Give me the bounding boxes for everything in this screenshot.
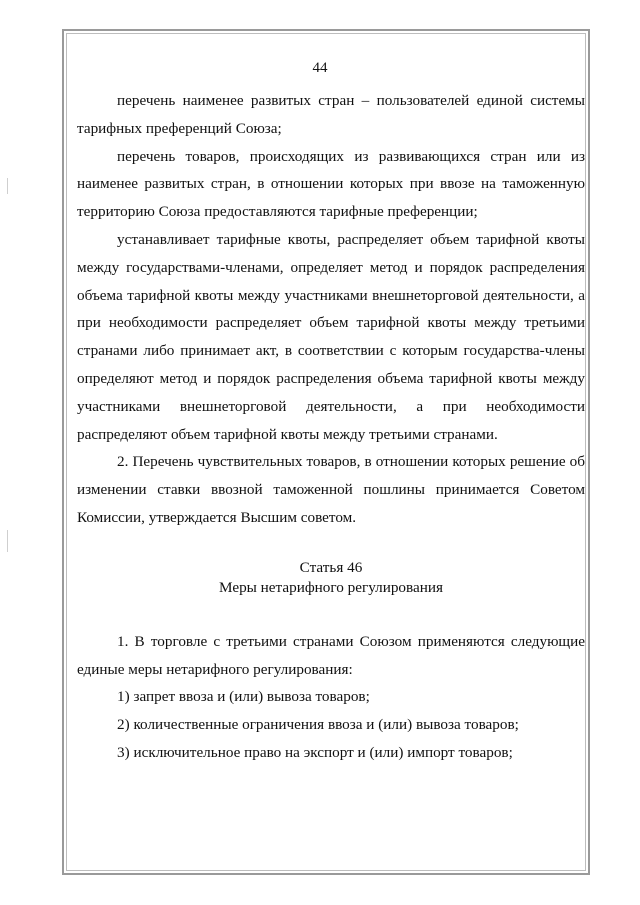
list-item: 2) количественные ограничения ввоза и (или) вывоза товаров; bbox=[117, 716, 519, 734]
article-number: Статья 46 bbox=[299, 558, 363, 576]
document-body bbox=[77, 87, 585, 767]
scan-margin-mark-top bbox=[7, 178, 8, 194]
paragraph: перечень товаров, происходящих из развивающихся стран или из наименее развитых стран, в отношении которых при ввозе на таможенную территорию Союза предоставляются тарифные преференции; bbox=[77, 147, 585, 221]
page-number: 44 bbox=[312, 60, 328, 76]
paragraph: перечень наименее развитых стран – пользователей единой системы тарифных преференций Союза; bbox=[77, 92, 585, 137]
list-item: 3) исключительное право на экспорт и (или) импорт товаров; bbox=[117, 743, 513, 761]
paragraph: устанавливает тарифные квоты, распределяет объем тарифной квоты между государствами-членами, определяет метод и порядок распределения объема тарифной квоты между участниками внешнеторговой деятельности, а при необходимости распределяет объем тарифной квоты между третьими странами либо принимает акт, в соответствии с которым государства-члены определяют метод и порядок распределения объема тарифной квоты между участниками внешнеторговой деятельности, а при необходимости распределяют объем тарифной квоты между третьими странами. bbox=[77, 230, 585, 443]
paragraph: 1. В торговле с третьими странами Союзом применяются следующие единые меры нетарифного регулирования: bbox=[77, 632, 585, 678]
list-item: 1) запрет ввоза и (или) вывоза товаров; bbox=[117, 688, 370, 706]
scan-margin-mark-bottom bbox=[7, 530, 8, 552]
paragraph: 2. Перечень чувствительных товаров, в отношении которых решение об изменении ставки ввозной таможенной пошлины принимается Советом Комиссии, утверждается Высшим советом. bbox=[77, 453, 585, 526]
article-title: Меры нетарифного регулирования bbox=[219, 578, 443, 596]
article-heading bbox=[77, 558, 585, 598]
